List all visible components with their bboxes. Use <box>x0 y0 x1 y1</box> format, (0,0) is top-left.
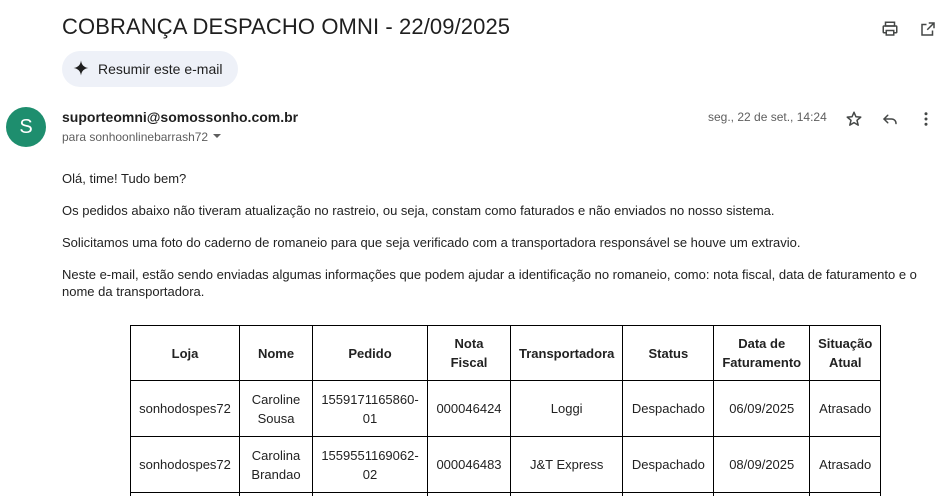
header-nota-fiscal: Nota Fiscal <box>428 326 511 381</box>
table-row <box>131 437 881 493</box>
cell-transportadora: Loggi <box>511 381 623 437</box>
cell-nome: Carolina Brandao <box>240 437 313 493</box>
table-row <box>131 493 881 496</box>
avatar[interactable]: S <box>6 107 46 147</box>
reply-icon[interactable] <box>879 108 901 130</box>
table-header-row <box>131 326 881 381</box>
top-actions <box>879 18 939 40</box>
cell-situacao-atual: Atrasado <box>810 381 881 437</box>
cell-loja: sonhodospes72 <box>131 381 240 437</box>
header-pedido: Pedido <box>313 326 428 381</box>
message-actions <box>843 108 937 130</box>
cell-status: Despachado <box>623 437 714 493</box>
body-paragraph: Os pedidos abaixo não tiveram atualização no rastreio, ou seja, constam como faturados e não enviados no nosso sistema. <box>62 203 775 218</box>
recipient-label: para sonhoonlinebarrash72 <box>62 130 209 144</box>
sparkle-icon <box>72 59 90 80</box>
email-subject: COBRANÇA DESPACHO OMNI - 22/09/2025 <box>62 14 511 39</box>
cell-situacao-atual: Atrasado <box>810 437 881 493</box>
chevron-down-icon[interactable] <box>212 130 222 144</box>
recipient-line[interactable] <box>62 130 222 144</box>
header-nome: Nome <box>240 326 313 381</box>
more-vert-icon[interactable] <box>915 108 937 130</box>
body-paragraph: Neste e-mail, estão sendo enviadas algumas informações que podem ajudar a identificação no romaneio, como: nota fiscal, data de faturamento e o nome da transportadora. <box>62 267 917 299</box>
cell-data-faturamento: 08/09/2025 <box>714 437 810 493</box>
orders-table-wrap <box>130 325 881 496</box>
summarize-email-button[interactable] <box>62 51 238 87</box>
cell-data-faturamento: 06/09/2025 <box>714 381 810 437</box>
header-situacao-atual: Situação Atual <box>810 326 881 381</box>
sender-address[interactable]: suporteomni@somossonho.com.br <box>62 109 299 125</box>
cell-loja: sonhodospes72 <box>131 437 240 493</box>
cell-nome: Caroline Sousa <box>240 381 313 437</box>
cell-transportadora: J&T Express <box>511 437 623 493</box>
cell-status: Despachado <box>623 381 714 437</box>
body-paragraph: Solicitamos uma foto do caderno de romaneio para que seja verificado com a transportadora responsável se houve um extravio. <box>62 235 801 250</box>
print-icon[interactable] <box>879 18 901 40</box>
orders-table <box>130 325 881 496</box>
cell-nota-fiscal: 000046424 <box>428 381 511 437</box>
table-row <box>131 381 881 437</box>
header-loja: Loja <box>131 326 240 381</box>
body-paragraph: Olá, time! Tudo bem? <box>62 171 187 186</box>
email-date: seg., 22 de set., 14:24 <box>708 110 827 124</box>
email-body <box>62 170 932 315</box>
header-status: Status <box>623 326 714 381</box>
star-icon[interactable] <box>843 108 865 130</box>
summarize-label: Resumir este e-mail <box>98 61 223 77</box>
cell-pedido: 1559551169062-02 <box>313 437 428 493</box>
cell-nota-fiscal: 000046483 <box>428 437 511 493</box>
cell-pedido: 1559171165860-01 <box>313 381 428 437</box>
header-transportadora: Transportadora <box>511 326 623 381</box>
open-in-new-icon[interactable] <box>917 18 939 40</box>
header-data-faturamento: Data de Faturamento <box>714 326 810 381</box>
